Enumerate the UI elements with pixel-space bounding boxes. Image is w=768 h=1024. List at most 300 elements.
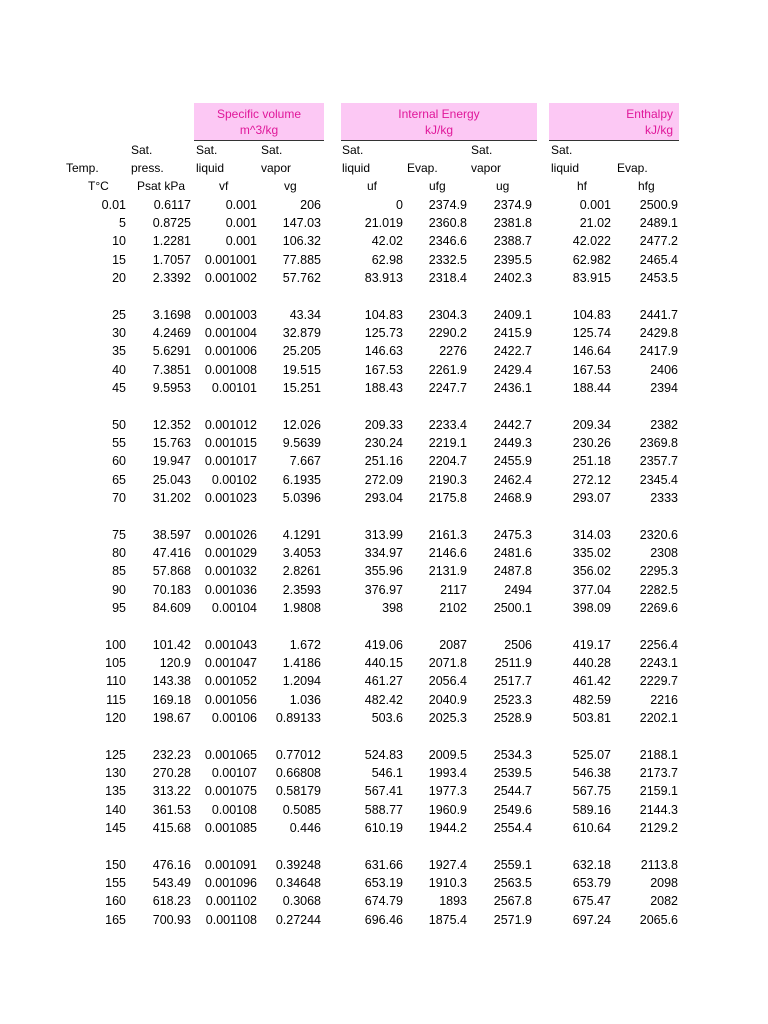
cell-ug: 2554.4 [493, 820, 532, 835]
cell-vg: 9.5639 [282, 436, 321, 451]
cell-ufg: 2009.5 [428, 748, 467, 762]
cell-ufg: 2374.9 [428, 198, 467, 212]
header-vf-line3: vf [219, 179, 229, 193]
cell-hfg: 2216 [650, 692, 678, 707]
specific-volume-header [194, 103, 324, 140]
cell-vf: 0.001 [225, 234, 257, 249]
header-temp-line3: T°C [88, 179, 109, 193]
internal-energy-rule [341, 140, 537, 141]
cell-uf: 167.53 [364, 362, 403, 377]
cell-vf: 0.001032 [204, 564, 257, 579]
header-vg-line3: vg [284, 179, 297, 193]
cell-ug: 2567.8 [493, 894, 532, 909]
cell-vg: 0.446 [289, 820, 321, 835]
specific-volume-title: Specific volume [216, 107, 302, 121]
cell-uf: 355.96 [364, 564, 403, 579]
cell-hfg: 2441.7 [639, 308, 678, 322]
cell-ug: 2395.5 [493, 252, 532, 267]
cell-hf: 293.07 [572, 490, 611, 505]
cell-uf: 440.15 [364, 656, 403, 671]
cell-hf: 0.001 [579, 198, 611, 212]
cell-hf: 230.26 [572, 436, 611, 451]
cell-ug: 2571.9 [493, 912, 532, 927]
header-psat-line1: Sat. [131, 143, 153, 157]
cell-hf: 440.28 [572, 656, 611, 671]
cell-hfg: 2202.1 [639, 710, 678, 725]
cell-temp: 20 [112, 270, 126, 285]
cell-vg: 77.885 [282, 252, 321, 267]
cell-hfg: 2269.6 [639, 600, 678, 615]
cell-hf: 335.02 [572, 546, 611, 561]
header-ufg-line2: Evap. [407, 161, 438, 175]
cell-vf: 0.001052 [204, 674, 257, 689]
cell-vf: 0.001056 [204, 692, 257, 707]
enthalpy-unit: kJ/kg [644, 123, 673, 137]
cell-ug: 2442.7 [493, 418, 532, 432]
cell-vg: 6.1935 [282, 472, 321, 487]
cell-vf: 0.00104 [211, 600, 257, 615]
cell-psat: 38.597 [152, 528, 191, 542]
cell-uf: 567.41 [364, 784, 403, 799]
cell-psat: 198.67 [152, 710, 191, 725]
cell-uf: 653.19 [364, 876, 403, 891]
cell-psat: 232.23 [152, 748, 191, 762]
cell-vf: 0.001043 [204, 638, 257, 652]
cell-temp: 55 [112, 436, 126, 451]
cell-ug: 2528.9 [493, 710, 532, 725]
cell-vf: 0.001065 [204, 748, 257, 762]
cell-vg: 5.0396 [282, 490, 321, 505]
cell-ug: 2455.9 [493, 454, 532, 469]
cell-temp: 110 [106, 674, 126, 689]
header-vf-line1: Sat. [196, 143, 218, 157]
specific-volume-unit: m^3/kg [239, 123, 279, 137]
cell-vg: 15.251 [282, 380, 321, 395]
cell-psat: 169.18 [152, 692, 191, 707]
table-row [0, 434, 768, 452]
table-row [0, 746, 768, 764]
cell-vf: 0.001 [225, 216, 257, 231]
cell-hfg: 2308 [650, 546, 678, 561]
table-row [0, 856, 768, 874]
cell-vg: 4.1291 [282, 528, 321, 542]
cell-hfg: 2188.1 [639, 748, 678, 762]
cell-psat: 700.93 [152, 912, 191, 927]
cell-hfg: 2357.7 [639, 454, 678, 469]
cell-ug: 2436.1 [493, 380, 532, 395]
header-uf-line1: Sat. [342, 143, 364, 157]
cell-temp: 140 [105, 802, 126, 817]
cell-ug: 2534.3 [493, 748, 532, 762]
cell-psat: 101.42 [152, 638, 191, 652]
header-hfg-line3: hfg [638, 179, 655, 193]
internal-energy-title: Internal Energy [398, 107, 480, 121]
cell-psat: 143.38 [152, 674, 191, 689]
cell-temp: 50 [112, 418, 126, 432]
cell-psat: 361.53 [152, 802, 191, 817]
cell-hfg: 2129.2 [639, 820, 678, 835]
cell-psat: 543.49 [152, 876, 191, 891]
cell-ufg: 2304.3 [428, 308, 467, 322]
internal-energy-header [341, 103, 537, 140]
cell-ug: 2415.9 [493, 326, 532, 341]
cell-psat: 3.1698 [152, 308, 191, 322]
cell-vg: 25.205 [282, 344, 321, 359]
header-psat-line2: press. [131, 161, 164, 175]
cell-ufg: 2087 [439, 638, 467, 652]
cell-hfg: 2144.3 [639, 802, 678, 817]
cell-uf: 62.98 [371, 252, 403, 267]
cell-ug: 2523.3 [493, 692, 532, 707]
cell-psat: 1.2281 [152, 234, 191, 249]
cell-psat: 313.22 [152, 784, 191, 799]
table-row [0, 819, 768, 837]
cell-temp: 160 [105, 894, 126, 909]
table-row [0, 672, 768, 690]
cell-vf: 0.001108 [205, 912, 257, 927]
header-vf-line2: liquid [196, 161, 225, 175]
table-row [0, 471, 768, 489]
table-row [0, 691, 768, 709]
cell-temp: 90 [112, 582, 126, 597]
cell-temp: 65 [112, 472, 126, 487]
cell-temp: 85 [112, 564, 126, 579]
enthalpy-rule [549, 140, 679, 141]
cell-hf: 632.18 [572, 858, 611, 872]
cell-ug: 2374.9 [493, 198, 532, 212]
cell-temp: 5 [119, 216, 126, 231]
cell-ufg: 2360.8 [428, 216, 467, 231]
cell-temp: 0.01 [101, 198, 126, 212]
cell-vf: 0.00108 [211, 802, 257, 817]
cell-ufg: 1893 [439, 894, 467, 909]
cell-ug: 2429.4 [493, 362, 532, 377]
cell-uf: 313.99 [364, 528, 403, 542]
cell-ufg: 2131.9 [428, 564, 467, 579]
cell-hf: 525.07 [572, 748, 611, 762]
cell-psat: 0.6117 [153, 198, 191, 212]
table-row [0, 636, 768, 654]
table-row [0, 764, 768, 782]
cell-ug: 2468.9 [493, 490, 532, 505]
cell-hf: 188.44 [572, 380, 611, 395]
cell-vg: 0.34648 [275, 876, 321, 891]
cell-ufg: 2102 [439, 600, 467, 615]
cell-hfg: 2500.9 [639, 198, 678, 212]
header-hfg-line2: Evap. [617, 161, 648, 175]
cell-temp: 125 [105, 748, 126, 762]
cell-hfg: 2489.1 [639, 216, 678, 231]
cell-temp: 25 [112, 308, 126, 322]
cell-hf: 62.982 [572, 252, 611, 267]
cell-hf: 697.24 [572, 912, 611, 927]
cell-hfg: 2282.5 [639, 582, 678, 597]
cell-hfg: 2406 [650, 362, 678, 377]
cell-vf: 0.001012 [204, 418, 257, 432]
cell-vg: 0.27244 [275, 912, 321, 927]
cell-ug: 2475.3 [493, 528, 532, 542]
cell-vg: 1.036 [289, 692, 321, 707]
cell-temp: 145 [105, 820, 126, 835]
cell-hf: 125.74 [572, 326, 611, 341]
cell-hf: 461.42 [572, 674, 611, 689]
internal-energy-unit: kJ/kg [424, 123, 453, 137]
cell-uf: 0 [396, 198, 403, 212]
cell-hfg: 2173.7 [639, 766, 678, 781]
cell-vf: 0.001003 [204, 308, 257, 322]
cell-hf: 42.022 [572, 234, 611, 249]
cell-vf: 0.00102 [211, 472, 257, 487]
cell-ufg: 1927.4 [428, 858, 467, 872]
cell-vg: 0.77012 [275, 748, 321, 762]
cell-uf: 188.43 [364, 380, 403, 395]
cell-uf: 674.79 [364, 894, 403, 909]
table-row [0, 251, 768, 269]
header-hf-line1: Sat. [551, 143, 573, 157]
cell-vf: 0.001006 [204, 344, 257, 359]
cell-vg: 0.58179 [275, 784, 321, 799]
header-vg-line1: Sat. [261, 143, 283, 157]
specific-volume-rule [194, 140, 324, 141]
cell-temp: 100 [105, 638, 126, 652]
cell-psat: 618.23 [152, 894, 191, 909]
cell-vg: 106.32 [282, 234, 321, 249]
cell-ufg: 2290.2 [428, 326, 467, 341]
cell-ufg: 2040.9 [428, 692, 467, 707]
table-row [0, 709, 768, 727]
cell-vf: 0.001102 [205, 894, 257, 909]
cell-vf: 0.00106 [211, 710, 257, 725]
cell-psat: 476.16 [152, 858, 191, 872]
cell-ufg: 2276 [439, 344, 467, 359]
cell-psat: 415.68 [152, 820, 191, 835]
cell-vg: 2.8261 [282, 564, 321, 579]
cell-hf: 589.16 [572, 802, 611, 817]
cell-temp: 105 [105, 656, 126, 671]
cell-hfg: 2229.7 [639, 674, 678, 689]
cell-ufg: 1960.9 [428, 802, 467, 817]
cell-ufg: 2190.3 [428, 472, 467, 487]
cell-psat: 5.6291 [152, 344, 191, 359]
cell-hf: 610.64 [572, 820, 611, 835]
cell-ug: 2409.1 [493, 308, 532, 322]
cell-psat: 70.183 [152, 582, 191, 597]
cell-temp: 75 [112, 528, 126, 542]
cell-temp: 115 [106, 692, 126, 707]
table-row [0, 801, 768, 819]
header-uf-line2: liquid [342, 161, 371, 175]
cell-ug: 2381.8 [493, 216, 532, 231]
table-row [0, 416, 768, 434]
cell-temp: 80 [112, 546, 126, 561]
cell-hfg: 2477.2 [639, 234, 678, 249]
cell-vg: 1.2094 [282, 674, 321, 689]
cell-temp: 10 [112, 234, 126, 249]
cell-vf: 0.001023 [204, 490, 257, 505]
cell-psat: 2.3392 [152, 270, 191, 285]
cell-psat: 31.202 [152, 490, 191, 505]
cell-temp: 135 [105, 784, 126, 799]
cell-psat: 7.3851 [152, 362, 191, 377]
cell-vg: 2.3593 [282, 582, 321, 597]
cell-ug: 2559.1 [493, 858, 532, 872]
table-row [0, 232, 768, 250]
cell-vf: 0.001001 [204, 252, 257, 267]
cell-vf: 0.001096 [204, 876, 257, 891]
cell-vg: 57.762 [282, 270, 321, 285]
cell-psat: 19.947 [152, 454, 191, 469]
cell-hf: 567.75 [572, 784, 611, 799]
cell-hf: 167.53 [572, 362, 611, 377]
cell-hf: 675.47 [572, 894, 611, 909]
cell-uf: 482.42 [364, 692, 403, 707]
cell-vg: 19.515 [282, 362, 321, 377]
cell-ufg: 2318.4 [428, 270, 467, 285]
cell-ufg: 2261.9 [428, 362, 467, 377]
cell-ufg: 1910.3 [428, 876, 467, 891]
cell-uf: 251.16 [364, 454, 403, 469]
cell-ufg: 1993.4 [428, 766, 467, 781]
cell-temp: 165 [105, 912, 126, 927]
cell-temp: 130 [105, 766, 126, 781]
cell-hf: 21.02 [579, 216, 611, 231]
cell-ufg: 2219.1 [428, 436, 467, 451]
cell-psat: 57.868 [152, 564, 191, 579]
enthalpy-title: Enthalpy [626, 107, 673, 121]
header-vg-line2: vapor [261, 161, 292, 175]
cell-hf: 104.83 [572, 308, 611, 322]
header-temp-line2: Temp. [66, 161, 99, 175]
cell-vf: 0.001008 [204, 362, 257, 377]
cell-ufg: 2346.6 [428, 234, 467, 249]
cell-ufg: 2161.3 [428, 528, 467, 542]
cell-hf: 251.18 [572, 454, 611, 469]
table-row [0, 379, 768, 397]
cell-ug: 2481.6 [493, 546, 532, 561]
table-row [0, 324, 768, 342]
cell-uf: 334.97 [364, 546, 403, 561]
cell-hf: 398.09 [572, 600, 611, 615]
cell-ufg: 1875.4 [428, 912, 467, 927]
cell-temp: 60 [112, 454, 126, 469]
cell-ufg: 2146.6 [428, 546, 467, 561]
table-row [0, 361, 768, 379]
cell-uf: 631.66 [364, 858, 403, 872]
cell-temp: 120 [105, 710, 126, 725]
header-ufg-line3: ufg [429, 179, 446, 193]
cell-hfg: 2369.8 [639, 436, 678, 451]
cell-hfg: 2465.4 [639, 252, 678, 267]
cell-ufg: 2025.3 [428, 710, 467, 725]
cell-hf: 377.04 [572, 582, 611, 597]
cell-ufg: 2175.8 [428, 490, 467, 505]
cell-vf: 0.001047 [204, 656, 257, 671]
cell-hfg: 2333 [650, 490, 678, 505]
table-row [0, 489, 768, 507]
cell-ug: 2494 [504, 582, 532, 597]
cell-hf: 503.81 [572, 710, 611, 725]
cell-hfg: 2082 [650, 894, 678, 909]
cell-temp: 150 [105, 858, 126, 872]
cell-psat: 1.7057 [152, 252, 191, 267]
cell-vf: 0.001017 [204, 454, 257, 469]
cell-temp: 155 [105, 876, 126, 891]
cell-uf: 293.04 [364, 490, 403, 505]
cell-uf: 588.77 [364, 802, 403, 817]
enthalpy-header [549, 103, 679, 140]
cell-ufg: 2071.8 [428, 656, 467, 671]
cell-psat: 47.416 [152, 546, 191, 561]
cell-hfg: 2113.8 [640, 858, 678, 872]
cell-hf: 146.64 [572, 344, 611, 359]
cell-hf: 83.915 [572, 270, 611, 285]
cell-hfg: 2320.6 [639, 528, 678, 542]
cell-hfg: 2243.1 [639, 656, 678, 671]
cell-ug: 2462.4 [493, 472, 532, 487]
table-row [0, 214, 768, 232]
cell-ug: 2549.6 [493, 802, 532, 817]
cell-ug: 2422.7 [493, 344, 532, 359]
cell-vf: 0.001004 [204, 326, 257, 341]
cell-temp: 15 [112, 252, 126, 267]
cell-temp: 35 [112, 344, 126, 359]
cell-hf: 482.59 [572, 692, 611, 707]
cell-vg: 0.5085 [282, 802, 321, 817]
cell-ug: 2402.3 [493, 270, 532, 285]
cell-vf: 0.001075 [204, 784, 257, 799]
cell-ufg: 2204.7 [428, 454, 467, 469]
cell-vg: 0.39248 [275, 858, 321, 872]
cell-psat: 120.9 [159, 656, 191, 671]
cell-hf: 209.34 [572, 418, 611, 432]
cell-vg: 12.026 [282, 418, 321, 432]
cell-uf: 230.24 [364, 436, 403, 451]
cell-vg: 7.667 [289, 454, 321, 469]
cell-ug: 2487.8 [493, 564, 532, 579]
cell-hfg: 2417.9 [639, 344, 678, 359]
cell-uf: 146.63 [364, 344, 403, 359]
cell-ufg: 2233.4 [428, 418, 467, 432]
cell-psat: 0.8725 [152, 216, 191, 231]
cell-vf: 0.001029 [204, 546, 257, 561]
cell-vg: 43.34 [289, 308, 321, 322]
header-hf-line3: hf [577, 179, 588, 193]
cell-uf: 398 [382, 600, 403, 615]
cell-ug: 2506 [504, 638, 532, 652]
cell-ug: 2539.5 [493, 766, 532, 781]
cell-vg: 32.879 [282, 326, 321, 341]
cell-vf: 0.00107 [211, 766, 257, 781]
cell-ug: 2388.7 [493, 234, 532, 249]
cell-vg: 1.672 [289, 638, 321, 652]
cell-hf: 546.38 [572, 766, 611, 781]
cell-hfg: 2429.8 [639, 326, 678, 341]
table-row [0, 874, 768, 892]
cell-uf: 83.913 [364, 270, 403, 285]
table-row [0, 562, 768, 580]
cell-ug: 2449.3 [493, 436, 532, 451]
header-uf-line3: uf [367, 179, 378, 193]
cell-temp: 40 [112, 362, 126, 377]
cell-ufg: 2332.5 [428, 252, 467, 267]
cell-hfg: 2453.5 [639, 270, 678, 285]
cell-hfg: 2256.4 [639, 638, 678, 652]
cell-uf: 461.27 [364, 674, 403, 689]
cell-vg: 3.4053 [282, 546, 321, 561]
cell-uf: 376.97 [364, 582, 403, 597]
cell-ufg: 1977.3 [428, 784, 467, 799]
cell-vf: 0.001015 [204, 436, 257, 451]
